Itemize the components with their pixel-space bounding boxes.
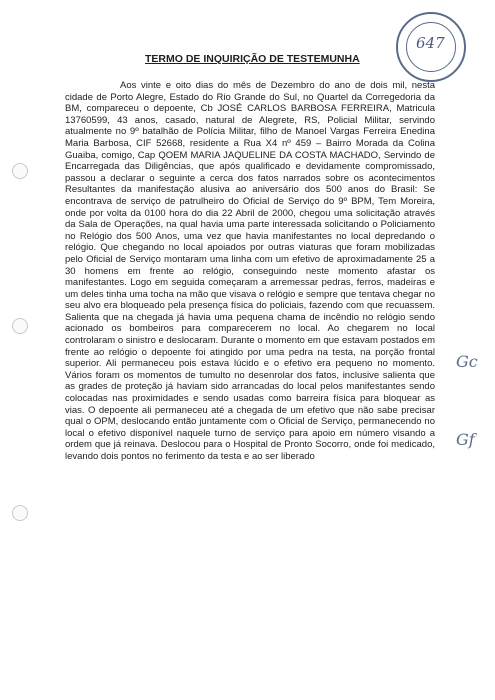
punch-hole [12, 505, 28, 521]
page-number: 647 [416, 34, 445, 52]
punch-hole [12, 318, 28, 334]
margin-initials: Gc [456, 352, 478, 371]
document-body [65, 80, 435, 463]
margin-initials: Gf [456, 430, 475, 449]
document-title: TERMO DE INQUIRIÇÃO DE TESTEMUNHA [145, 53, 360, 65]
body-paragraph: Aos vinte e oito dias do mês de Dezembro do ano de dois mil, nesta cidade de Porto Alegre, Estado do Rio Grande do Sul, no Quartel da Corregedoria da BM, compareceu o depoente, Cb JOSÉ CARLOS BARBOSA FERREIRA, Matricula 13760599, 43 anos, casado, natural de Alegrete, RS, Policial Militar, servindo atualmente no 9º batalhão de Polícia Militar, filho de Manoel Vargas Ferreira Enedina Maria Barbosa, CIF 52668, residente a Rua X4 nº 459 – Bairro Morada da Colina Guaiba, comigo, Cap QOEM MARIA JAQUELINE DA COSTA MACHADO, Servindo de Encarregada das Diligências, que após qualificado e devidamente compromissado, passou a declarar o seguinte a cerca dos fatos narrados sobre os acontecimentos Resultantes da manifestação alusiva ao aniversário dos 500 anos do Brasil: Se encontrava de serviço de patrulheiro do Oficial de Serviço do 9º BPM, Tem Moreira, onde por volta da 0100 hora do dia 22 Abril de 2000, chegou uma solicitação através da Sala de Operações, na qual havia uma parte interessada solicitando o Policiamento no Relógio dos 500 Anos, uma vez que havia manifestantes no local depredando o relógio. Que chegando no local apoiados por outras viaturas que foram mobilizadas pelo Oficial de Serviço montaram uma linha com um efetivo de aproximadamente 25 a 30 homens em frente ao relógio, conseguindo neste momento afastar os manifestantes. Logo em seguida começaram a arremessar pedras, ferros, madeiras e um deles tinha uma tocha na mão que visava o relógio e sempre que tentava chegar no seu alvo era bloqueado pela presença física do policiais, fazendo com que recuassem. Salienta que na chegada já havia uma pequena chama de incêndio no relógio sendo acionado os bombeiros para comparecerem no local. Ao chegarem no local controlaram o sinistro e deslocaram. Durante o momento em que estavam postados em frente ao relógio o depoente foi atingido por uma pedra na testa, na porção frontal superior. Ali permaneceu pois estava lúcido e o efetivo era pequeno no momento. Vários foram os momentos de tumulto no desenrolar dos fatos, inclusive salienta que as grades de proteção já haviam sido arrancadas do local pelos manifestantes sendo colocadas nas proximidades e sendo usadas como barreira física para bloquear as vias. O depoente ali permaneceu até a chegada de um efetivo que não sabe precisar qual o OPM, deslocando então juntamente com o Oficial de Serviço, permanecendo no local o efetivo disponível naquele turno de serviço para apoio em número visando a ordem que já reinava. Deslocou para o Hospital de Pronto Socorro, onde foi medicado, levando dois pontos no ferimento da testa e ao ser liberado [65, 80, 435, 462]
punch-hole [12, 163, 28, 179]
official-stamp [396, 12, 466, 82]
